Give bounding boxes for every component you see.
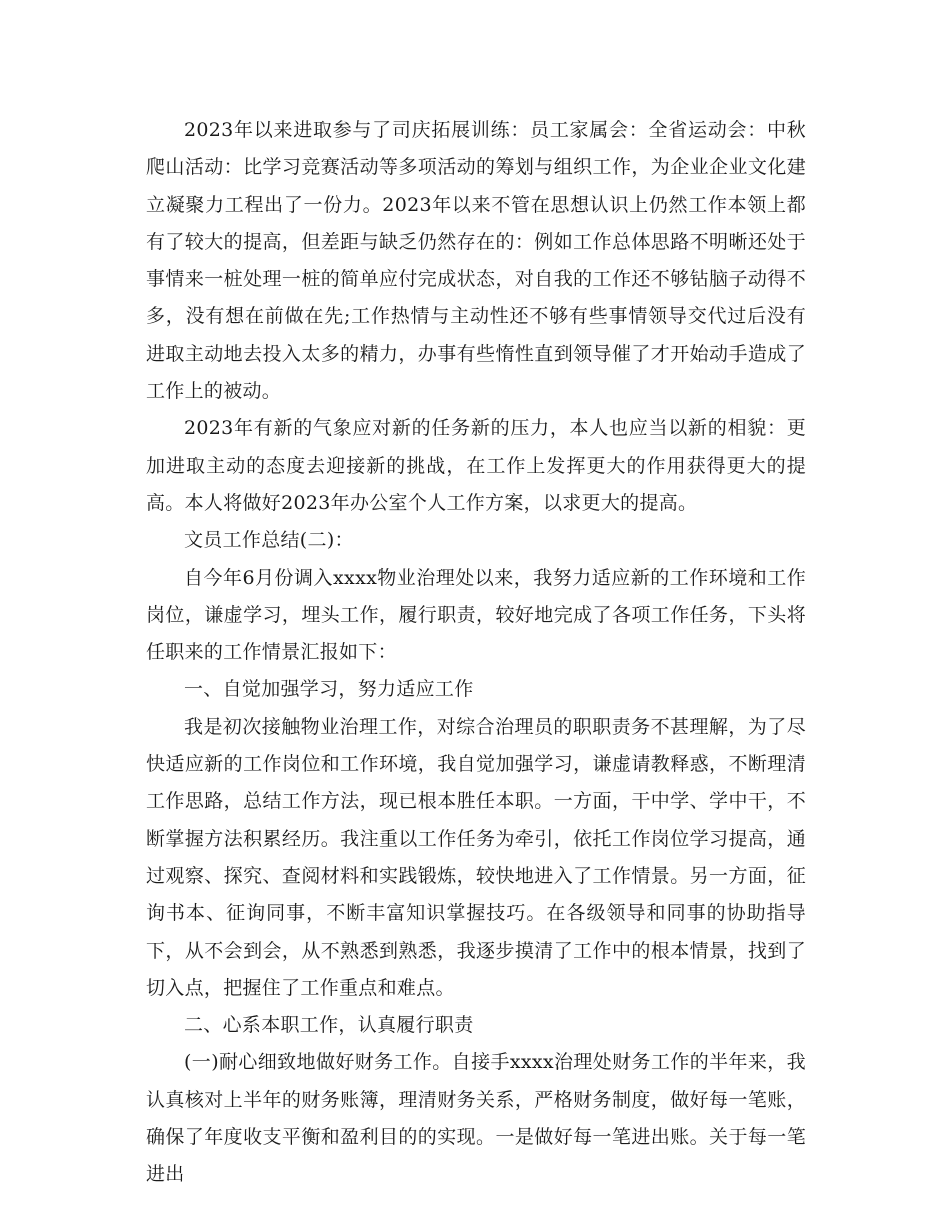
heading-section-2: 二、心系本职工作，认真履行职责 [184,1014,474,1037]
paragraph-activities-summary: 2023年以来进取参与了司庆拓展训练：员工家属会：全省运动会：中秋爬山活动：比学习竞赛活动等多项活动的筹划与组织工作，为企业企业文化建立凝聚力工程出了一份力。2023年以来不管在思想认识上仍然工作本领上都有了较大的提高，但差距与缺乏仍然存在的：例如工作总体思路不明晰还处于事情来一桩处理一桩的简单应付完成状态，对自我的工作还不够钻脑子动得不多，没有想在前做在先;工作热情与主动性还不够有些事情领导交代过后没有进取主动地去投入太多的精力，办事有些惰性直到领导催了才开始动手造成了工作上的被动。 [146,119,806,403]
section-title-clerk-summary-2: 文员工作总结(二)： [184,529,354,552]
paragraph-learning: 我是初次接触物业治理工作，对综合治理员的职职责务不甚理解，为了尽快适应新的工作岗位和工作环境，我自觉加强学习，谦虚请教释惑，不断理清工作思路，总结工作方法，现已根本胜任本职。一方面，干中学、学中干，不断掌握方法积累经历。我注重以工作任务为牵引，依托工作岗位学习提高，通过观察、探究、查阅材料和实践锻炼，较快地进入了工作情景。另一方面，征询书本、征询同事，不断丰富知识掌握技巧。在各级领导和同事的协助指导下，从不会到会，从不熟悉到熟悉，我逐步摸清了工作中的根本情景，找到了切入点，把握住了工作重点和难点。 [146,715,806,999]
paragraph-finance-work: (一)耐心细致地做好财务工作。自接手xxxx治理处财务工作的半年来，我认真核对上半年的财务账簿，理清财务关系，严格财务制度，做好每一笔账，确保了年度收支平衡和盈利目的的实现。一是做好每一笔进出账。关于每一笔进出 [146,1051,806,1186]
paragraph-new-year-plan: 2023年有新的气象应对新的任务新的压力，本人也应当以新的相貌：更加进取主动的态度去迎接新的挑战，在工作上发挥更大的作用获得更大的提高。本人将做好2023年办公室个人工作方案，以求更大的提高。 [146,417,806,514]
heading-section-1: 一、自觉加强学习，努力适应工作 [184,678,474,701]
document-body [146,112,806,1194]
paragraph-introduction: 自今年6月份调入xxxx物业治理处以来，我努力适应新的工作环境和工作岗位，谦虚学习，埋头工作，履行职责，较好地完成了各项工作任务，下头将任职来的工作情景汇报如下： [146,566,806,664]
